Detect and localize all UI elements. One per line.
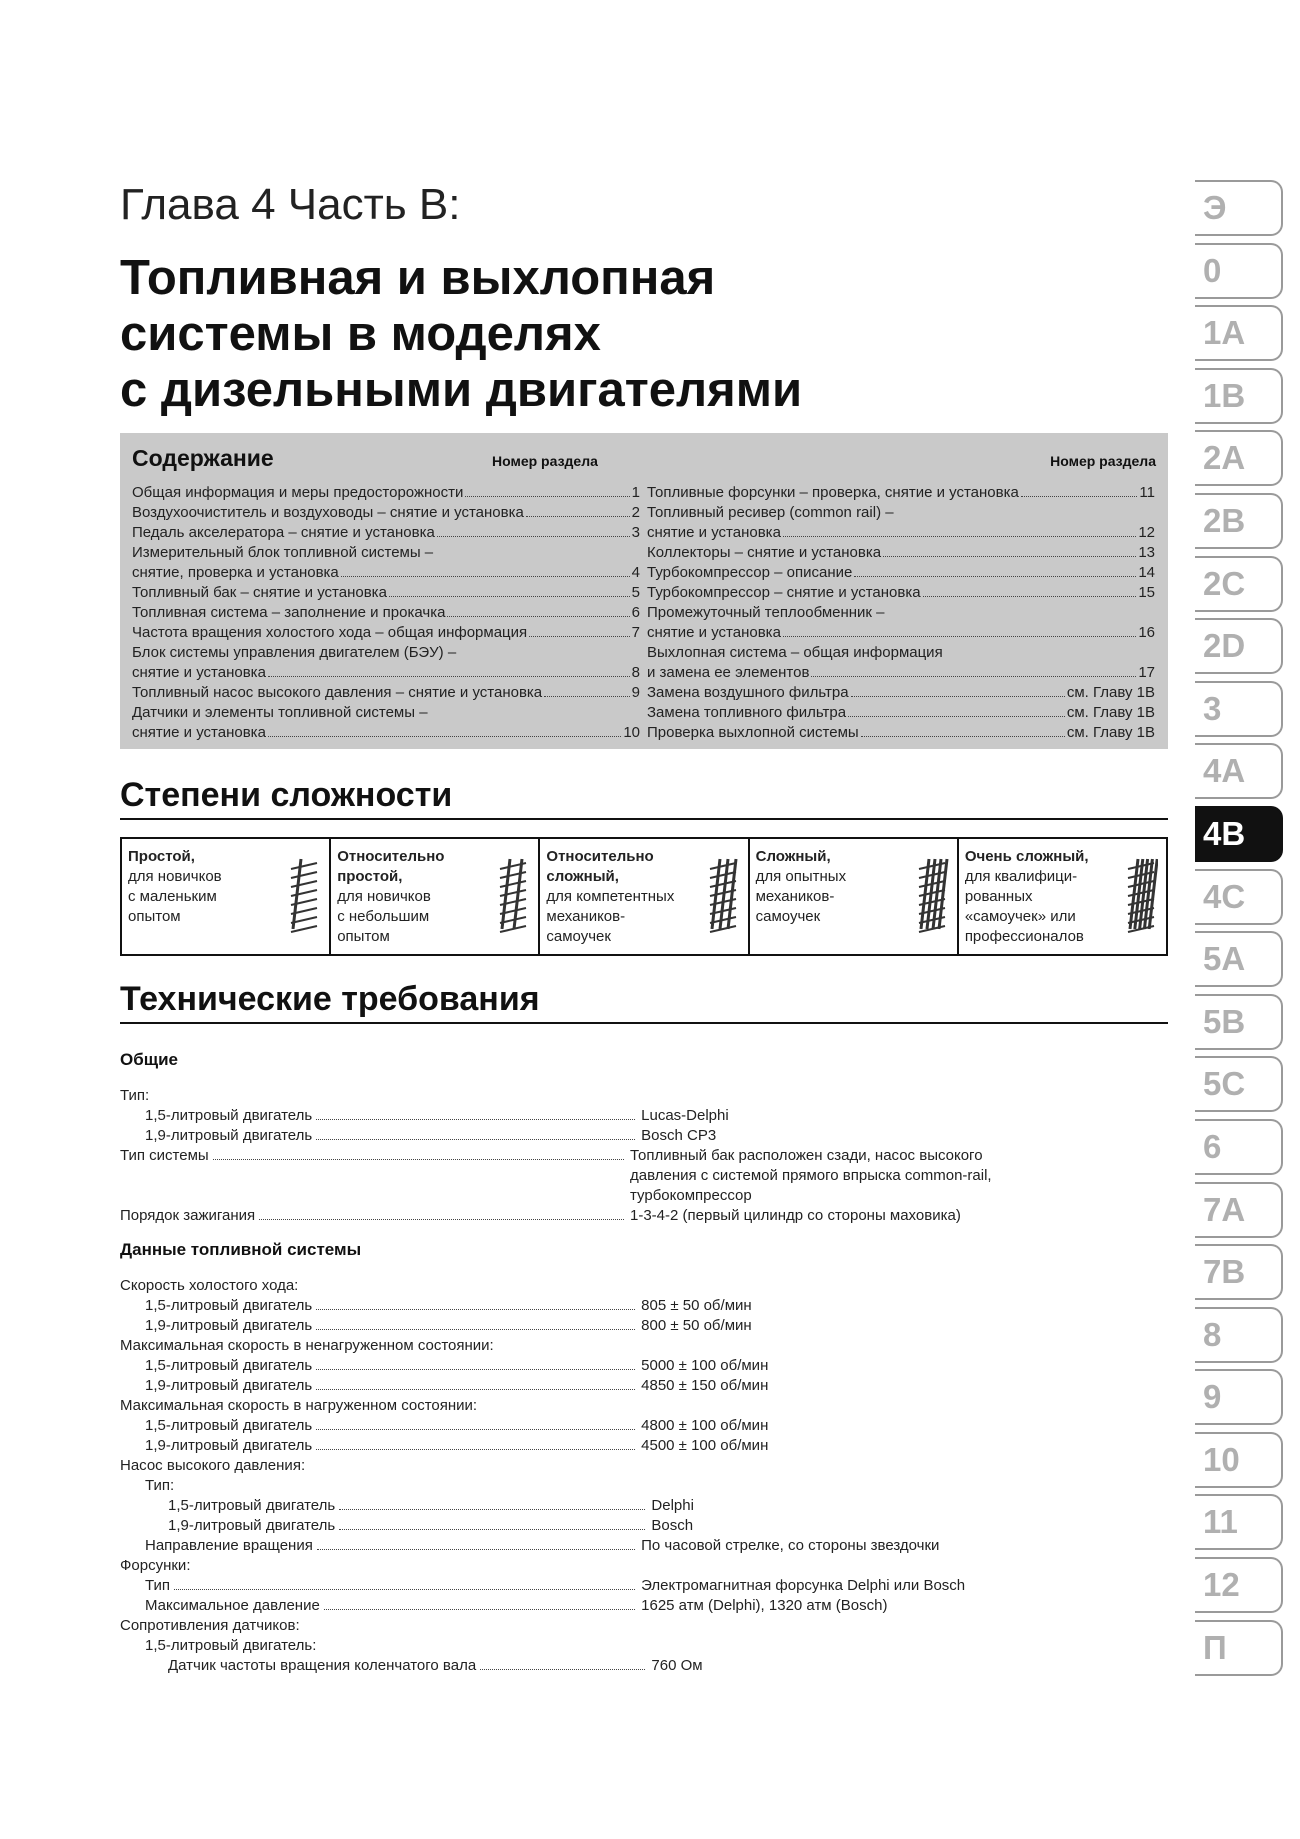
difficulty-name: Очень сложный, bbox=[964, 848, 1089, 865]
spec-label bbox=[120, 1536, 641, 1556]
toc-row[interactable] bbox=[647, 603, 1155, 623]
difficulty-desc: для новичков bbox=[337, 888, 431, 905]
toc-row[interactable] bbox=[132, 703, 640, 723]
dot-leader bbox=[316, 1119, 635, 1120]
dot-leader bbox=[783, 536, 1136, 537]
title-line: с дизельными двигателями bbox=[120, 363, 803, 417]
toc-row[interactable] bbox=[132, 723, 640, 743]
spec-label-text: Сопротивления датчиков: bbox=[120, 1617, 300, 1634]
toc-row[interactable] bbox=[132, 563, 640, 583]
chapter-tab[interactable]: 7А bbox=[1195, 1182, 1283, 1238]
toc-label: Турбокомпрессор – снятие и установка bbox=[647, 584, 921, 601]
spec-label-text: 1,5-литровый двигатель bbox=[145, 1107, 313, 1124]
title-line: Топливная и выхлопная bbox=[120, 251, 716, 305]
spec-row bbox=[120, 1496, 1040, 1516]
dot-leader bbox=[316, 1389, 635, 1390]
dot-leader bbox=[447, 616, 629, 617]
toc-row[interactable] bbox=[647, 503, 1155, 523]
difficulty-name: Относительно сложный, bbox=[546, 848, 654, 885]
dot-leader bbox=[316, 1429, 635, 1430]
spec-label bbox=[120, 1316, 641, 1336]
toc-row[interactable] bbox=[132, 683, 640, 703]
general-subheading: Общие bbox=[120, 1050, 178, 1069]
spanner-icon bbox=[496, 855, 530, 933]
dot-leader bbox=[851, 696, 1065, 697]
spec-label-text: Максимальная скорость в нагруженном состоянии: bbox=[120, 1397, 478, 1414]
spec-label-text: Тип: bbox=[120, 1087, 150, 1104]
spec-label bbox=[120, 1206, 630, 1226]
spec-label-text: 1,5-литровый двигатель bbox=[168, 1497, 336, 1514]
chapter-tab[interactable]: 7В bbox=[1195, 1244, 1283, 1300]
toc-number: 11 bbox=[1139, 484, 1155, 501]
toc-number: 14 bbox=[1138, 564, 1155, 581]
spec-label-text: Насос высокого давления: bbox=[120, 1457, 306, 1474]
toc-label: Измерительный блок топливной системы – bbox=[132, 544, 434, 561]
toc-label: Промежуточный теплообменник – bbox=[647, 604, 885, 621]
spec-value: 800 ± 50 об/мин bbox=[641, 1317, 752, 1334]
spec-label bbox=[120, 1416, 641, 1436]
toc-row[interactable] bbox=[647, 703, 1155, 723]
dot-leader bbox=[316, 1369, 635, 1370]
chapter-tab[interactable]: 2D bbox=[1195, 618, 1283, 674]
difficulty-desc: для компетентных bbox=[546, 888, 675, 905]
difficulty-desc: для квалифици- bbox=[964, 868, 1078, 885]
dot-leader bbox=[923, 596, 1137, 597]
dot-leader bbox=[883, 556, 1136, 557]
spec-row bbox=[120, 1516, 1040, 1536]
toc-number: 3 bbox=[631, 524, 640, 541]
difficulty-desc: механиков- bbox=[755, 888, 835, 905]
difficulty-desc: для новичков bbox=[128, 868, 222, 885]
title-line: системы в моделях bbox=[120, 307, 601, 361]
spec-label bbox=[120, 1376, 641, 1396]
toc-row[interactable] bbox=[647, 623, 1155, 643]
toc-row[interactable] bbox=[647, 643, 1155, 663]
chapter-tab[interactable]: 4В bbox=[1195, 806, 1283, 862]
spec-row bbox=[120, 1576, 1040, 1596]
specs-heading: Технические требования bbox=[120, 980, 1168, 1024]
dot-leader bbox=[316, 1329, 635, 1330]
spec-value: 5000 ± 100 об/мин bbox=[641, 1357, 769, 1374]
spec-row bbox=[120, 1356, 1040, 1376]
spec-label-text: 1,5-литровый двигатель bbox=[145, 1417, 313, 1434]
toc-row[interactable] bbox=[647, 543, 1155, 563]
spanner-icon bbox=[287, 855, 321, 933]
dot-leader bbox=[526, 516, 630, 517]
toc-label: и замена ее элементов bbox=[647, 664, 810, 681]
dot-leader bbox=[268, 676, 630, 677]
difficulty-level bbox=[538, 839, 747, 954]
spec-value: Электромагнитная форсунка Delphi или Bosch bbox=[641, 1577, 966, 1594]
dot-leader bbox=[316, 1309, 635, 1310]
difficulty-level bbox=[122, 839, 329, 954]
spec-row bbox=[120, 1376, 1040, 1396]
spec-label bbox=[120, 1106, 641, 1126]
spec-row bbox=[120, 1126, 1040, 1146]
spec-row bbox=[120, 1316, 1040, 1336]
specs-section bbox=[120, 1050, 1040, 1676]
difficulty-desc: механиков- bbox=[546, 908, 626, 925]
toc-label: Топливный ресивер (common rail) – bbox=[647, 504, 894, 521]
spec-label-text: Форсунки: bbox=[120, 1557, 191, 1574]
spec-label-text: 1,9-литровый двигатель bbox=[168, 1517, 336, 1534]
toc-row[interactable] bbox=[132, 483, 640, 503]
general-spec-list bbox=[120, 1086, 1040, 1226]
spec-label-text: 1,5-литровый двигатель: bbox=[145, 1637, 317, 1654]
toc-row[interactable] bbox=[132, 623, 640, 643]
chapter-tab[interactable]: 1В bbox=[1195, 368, 1283, 424]
difficulty-desc: профессионалов bbox=[964, 928, 1084, 945]
chapter-tab[interactable]: 4А bbox=[1195, 743, 1283, 799]
toc-number: 1 bbox=[631, 484, 640, 501]
contents-title: Содержание bbox=[132, 445, 274, 471]
spec-label bbox=[120, 1616, 630, 1636]
chapter-tab[interactable]: 2В bbox=[1195, 493, 1283, 549]
difficulty-text bbox=[128, 847, 268, 927]
difficulty-desc: для опытных bbox=[755, 868, 847, 885]
chapter-tab[interactable]: 11 bbox=[1195, 1494, 1283, 1550]
toc-row[interactable] bbox=[132, 503, 640, 523]
toc-row[interactable] bbox=[647, 483, 1155, 503]
toc-row[interactable] bbox=[132, 523, 640, 543]
difficulty-text bbox=[965, 847, 1105, 947]
toc-label: Топливные форсунки – проверка, снятие и установка bbox=[647, 484, 1019, 501]
spec-label-text: Максимальное давление bbox=[145, 1597, 320, 1614]
spec-row bbox=[120, 1536, 1040, 1556]
fuel-subheading: Данные топливной системы bbox=[120, 1240, 362, 1259]
difficulty-desc: рованных bbox=[964, 888, 1033, 905]
toc-number: 5 bbox=[631, 584, 640, 601]
dot-leader bbox=[316, 1139, 635, 1140]
spec-value bbox=[630, 1276, 1040, 1296]
toc-label: Педаль акселератора – снятие и установка bbox=[132, 524, 435, 541]
dot-leader bbox=[811, 676, 1136, 677]
difficulty-level bbox=[957, 839, 1166, 954]
spec-row bbox=[120, 1596, 1040, 1616]
chapter-tab[interactable]: 10 bbox=[1195, 1432, 1283, 1488]
spec-label-text: Порядок зажигания bbox=[120, 1207, 256, 1224]
toc-number: 13 bbox=[1138, 544, 1155, 561]
spec-value: Bosch CP3 bbox=[641, 1127, 717, 1144]
toc-row[interactable] bbox=[647, 563, 1155, 583]
spec-row bbox=[120, 1146, 1040, 1206]
dot-leader bbox=[861, 736, 1065, 737]
spec-row bbox=[120, 1296, 1040, 1316]
toc-label: Проверка выхлопной системы bbox=[647, 724, 859, 741]
toc-label: Коллекторы – снятие и установка bbox=[647, 544, 882, 561]
spec-value: 4850 ± 150 об/мин bbox=[641, 1377, 769, 1394]
chapter-tab[interactable]: 12 bbox=[1195, 1557, 1283, 1613]
spec-label-text: 1,9-литровый двигатель bbox=[145, 1377, 313, 1394]
spec-label bbox=[120, 1656, 651, 1676]
dot-leader bbox=[317, 1549, 635, 1550]
toc-label: Замена воздушного фильтра bbox=[647, 684, 849, 701]
difficulty-level bbox=[329, 839, 538, 954]
spanner-icon bbox=[706, 855, 740, 933]
toc-label: снятие и установка bbox=[132, 724, 266, 741]
toc-row[interactable] bbox=[647, 523, 1155, 543]
spec-value: Топливный бак расположен сзади, насос высокого давления с системой прямого впрыска common-rail, турбокомпрессор bbox=[630, 1147, 992, 1204]
spec-row bbox=[120, 1086, 1040, 1106]
toc-number: 17 bbox=[1138, 664, 1155, 681]
spec-row bbox=[120, 1656, 1040, 1676]
toc-number: 9 bbox=[631, 684, 640, 701]
spec-value: Delphi bbox=[651, 1497, 694, 1514]
chapter-tab[interactable]: П bbox=[1195, 1620, 1283, 1676]
toc-number: 16 bbox=[1138, 624, 1155, 641]
spec-label-text: Максимальная скорость в ненагруженном состоянии: bbox=[120, 1337, 494, 1354]
difficulty-desc: с небольшим bbox=[337, 908, 430, 925]
toc-label: снятие и установка bbox=[132, 664, 266, 681]
difficulty-desc: самоучек bbox=[755, 908, 821, 925]
difficulty-name: Относительно простой, bbox=[337, 848, 445, 885]
spec-label bbox=[120, 1596, 641, 1616]
chapter-tab[interactable]: 0 bbox=[1195, 243, 1283, 299]
spec-label-text: Направление вращения bbox=[145, 1537, 313, 1554]
toc-row[interactable] bbox=[132, 603, 640, 623]
spec-value bbox=[630, 1456, 1040, 1476]
toc-number: см. Главу 1В bbox=[1066, 724, 1155, 741]
toc-label: Датчики и элементы топливной системы – bbox=[132, 704, 428, 721]
spec-row bbox=[120, 1206, 1040, 1226]
chapter-label: Глава 4 Часть В: bbox=[120, 180, 461, 229]
chapter-tab[interactable]: 5С bbox=[1195, 1056, 1283, 1112]
spec-row bbox=[120, 1416, 1040, 1436]
spec-label-text: Тип bbox=[145, 1577, 171, 1594]
difficulty-desc: «самоучек» или bbox=[964, 908, 1076, 925]
spec-value bbox=[630, 1336, 1040, 1356]
spec-value bbox=[630, 1086, 1040, 1106]
page-title bbox=[120, 250, 1040, 418]
dot-leader bbox=[174, 1589, 635, 1590]
dot-leader bbox=[529, 636, 630, 637]
toc-number: 6 bbox=[631, 604, 640, 621]
spec-label bbox=[120, 1636, 641, 1656]
spec-value: По часовой стрелке, со стороны звездочки bbox=[641, 1537, 940, 1554]
chapter-tab[interactable]: 3 bbox=[1195, 681, 1283, 737]
toc-number: см. Главу 1В bbox=[1066, 684, 1155, 701]
chapter-tab[interactable]: 1А bbox=[1195, 305, 1283, 361]
chapter-tab[interactable]: 2А bbox=[1195, 430, 1283, 486]
spec-label bbox=[120, 1276, 630, 1296]
spec-label bbox=[120, 1436, 641, 1456]
toc-label: Топливный бак – снятие и установка bbox=[132, 584, 387, 601]
toc-number: 12 bbox=[1138, 524, 1155, 541]
chapter-tab[interactable]: 9 bbox=[1195, 1369, 1283, 1425]
dot-leader bbox=[848, 716, 1065, 717]
spec-value: Lucas-Delphi bbox=[641, 1107, 729, 1124]
dot-leader bbox=[480, 1669, 645, 1670]
spec-label bbox=[120, 1556, 630, 1576]
spec-label bbox=[120, 1336, 630, 1356]
spec-row bbox=[120, 1636, 1040, 1656]
spec-label-text: 1,5-литровый двигатель bbox=[145, 1357, 313, 1374]
spec-row bbox=[120, 1436, 1040, 1456]
spanner-icon bbox=[915, 855, 949, 933]
toc-row[interactable] bbox=[132, 543, 640, 563]
spec-label bbox=[120, 1456, 630, 1476]
spec-value: 4800 ± 100 об/мин bbox=[641, 1417, 769, 1434]
toc-label: Топливная система – заполнение и прокачка bbox=[132, 604, 446, 621]
spec-label-text: 1,9-литровый двигатель bbox=[145, 1437, 313, 1454]
contents-left-column bbox=[132, 483, 640, 743]
spec-value: Bosch bbox=[651, 1517, 694, 1534]
dot-leader bbox=[465, 496, 629, 497]
toc-label: Топливный насос высокого давления – снятие и установка bbox=[132, 684, 543, 701]
difficulty-heading: Степени сложности bbox=[120, 776, 1168, 820]
toc-label: Замена топливного фильтра bbox=[647, 704, 847, 721]
toc-row[interactable] bbox=[647, 683, 1155, 703]
spanner-icon bbox=[1124, 855, 1158, 933]
toc-label: Воздухоочиститель и воздуховоды – снятие и установка bbox=[132, 504, 524, 521]
difficulty-desc: самоучек bbox=[546, 928, 611, 945]
difficulty-text bbox=[337, 847, 477, 947]
fuel-spec-list bbox=[120, 1276, 1040, 1676]
toc-number: 8 bbox=[631, 664, 640, 681]
toc-label: Блок системы управления двигателем (БЭУ) – bbox=[132, 644, 457, 661]
spec-label-text: 1,9-литровый двигатель bbox=[145, 1317, 313, 1334]
spec-value bbox=[630, 1396, 1040, 1416]
toc-label: снятие, проверка и установка bbox=[132, 564, 339, 581]
chapter-tab[interactable]: 2С bbox=[1195, 556, 1283, 612]
toc-label: Частота вращения холостого хода – общая информация bbox=[132, 624, 528, 641]
spec-row bbox=[120, 1106, 1040, 1126]
difficulty-text bbox=[546, 847, 686, 947]
spec-label bbox=[120, 1476, 641, 1496]
dot-leader bbox=[341, 576, 630, 577]
chapter-tab[interactable]: 4С bbox=[1195, 869, 1283, 925]
spec-value: 760 Ом bbox=[651, 1657, 703, 1674]
spec-label-text: Тип системы bbox=[120, 1147, 209, 1164]
dot-leader bbox=[1021, 496, 1138, 497]
dot-leader bbox=[339, 1529, 645, 1530]
spec-label bbox=[120, 1146, 630, 1206]
dot-leader bbox=[324, 1609, 635, 1610]
difficulty-level bbox=[748, 839, 957, 954]
toc-row[interactable] bbox=[132, 643, 640, 663]
dot-leader bbox=[854, 576, 1136, 577]
spec-row bbox=[120, 1336, 1040, 1356]
spec-label bbox=[120, 1496, 651, 1516]
difficulty-desc: опытом bbox=[128, 908, 181, 925]
difficulty-text bbox=[756, 847, 896, 927]
chapter-tab[interactable]: 6 bbox=[1195, 1119, 1283, 1175]
contents-right-column bbox=[647, 483, 1155, 743]
toc-row[interactable] bbox=[647, 663, 1155, 683]
spec-value bbox=[641, 1476, 1040, 1496]
chapter-tab[interactable]: 8 bbox=[1195, 1307, 1283, 1363]
spec-label-text: 1,5-литровый двигатель bbox=[145, 1297, 313, 1314]
spec-row bbox=[120, 1476, 1040, 1496]
toc-row[interactable] bbox=[132, 663, 640, 683]
spec-label bbox=[120, 1086, 630, 1106]
toc-label: Турбокомпрессор – описание bbox=[647, 564, 853, 581]
difficulty-desc: опытом bbox=[337, 928, 390, 945]
toc-number: 15 bbox=[1138, 584, 1155, 601]
spec-label bbox=[120, 1296, 641, 1316]
section-number-label: Номер раздела bbox=[492, 453, 598, 469]
spec-row bbox=[120, 1396, 1040, 1416]
spec-label bbox=[120, 1356, 641, 1376]
spec-row bbox=[120, 1556, 1040, 1576]
toc-label: Общая информация и меры предосторожности bbox=[132, 484, 464, 501]
spec-row bbox=[120, 1276, 1040, 1296]
chapter-tab[interactable]: Э bbox=[1195, 180, 1283, 236]
spec-label bbox=[120, 1516, 651, 1536]
spec-label-text: Датчик частоты вращения коленчатого вала bbox=[168, 1657, 477, 1674]
spec-value bbox=[630, 1556, 1040, 1576]
spec-label bbox=[120, 1126, 641, 1146]
spec-value bbox=[641, 1636, 1040, 1656]
toc-row[interactable] bbox=[132, 583, 640, 603]
toc-row[interactable] bbox=[647, 583, 1155, 603]
section-number-label: Номер раздела bbox=[1050, 453, 1156, 469]
dot-leader bbox=[213, 1159, 624, 1160]
dot-leader bbox=[339, 1509, 645, 1510]
toc-row[interactable] bbox=[647, 723, 1155, 743]
spec-value: 805 ± 50 об/мин bbox=[641, 1297, 752, 1314]
difficulty-name: Сложный, bbox=[755, 848, 831, 865]
toc-number: 2 bbox=[631, 504, 640, 521]
chapter-tab[interactable]: 5В bbox=[1195, 994, 1283, 1050]
spec-label bbox=[120, 1396, 630, 1416]
spec-label bbox=[120, 1576, 641, 1596]
toc-label: снятие и установка bbox=[647, 524, 781, 541]
spec-row bbox=[120, 1616, 1040, 1636]
dot-leader bbox=[316, 1449, 635, 1450]
spec-value: 4500 ± 100 об/мин bbox=[641, 1437, 769, 1454]
spec-value bbox=[630, 1616, 1040, 1636]
spec-value: 1-3-4-2 (первый цилиндр со стороны маховика) bbox=[630, 1207, 961, 1224]
dot-leader bbox=[389, 596, 630, 597]
chapter-tabs bbox=[1195, 180, 1283, 1682]
contents-box bbox=[120, 433, 1168, 749]
spec-label-text: 1,9-литровый двигатель bbox=[145, 1127, 313, 1144]
toc-label: Выхлопная система – общая информация bbox=[647, 644, 943, 661]
spec-label-text: Тип: bbox=[145, 1477, 175, 1494]
toc-number: 7 bbox=[631, 624, 640, 641]
toc-label: снятие и установка bbox=[647, 624, 781, 641]
dot-leader bbox=[544, 696, 630, 697]
difficulty-box bbox=[120, 837, 1168, 956]
spec-row bbox=[120, 1456, 1040, 1476]
difficulty-desc: с маленьким bbox=[128, 888, 217, 905]
toc-number: 4 bbox=[631, 564, 640, 581]
difficulty-name: Простой, bbox=[128, 848, 195, 865]
dot-leader bbox=[259, 1219, 624, 1220]
spec-value: 1625 атм (Delphi), 1320 атм (Bosch) bbox=[641, 1597, 888, 1614]
spec-label-text: Скорость холостого хода: bbox=[120, 1277, 299, 1294]
toc-number: 10 bbox=[623, 724, 640, 741]
dot-leader bbox=[437, 536, 630, 537]
chapter-tab[interactable]: 5А bbox=[1195, 931, 1283, 987]
dot-leader bbox=[268, 736, 621, 737]
toc-number: см. Главу 1В bbox=[1066, 704, 1155, 721]
dot-leader bbox=[783, 636, 1136, 637]
